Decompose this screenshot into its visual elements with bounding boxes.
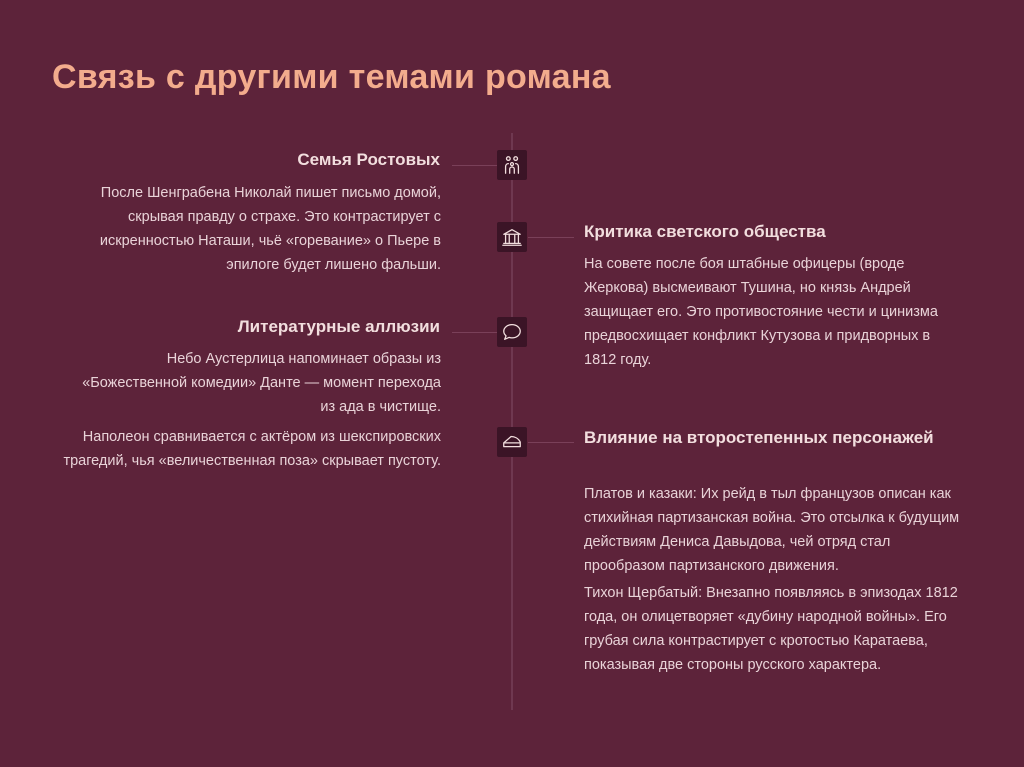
page-title: Связь с другими темами романа bbox=[52, 58, 611, 96]
family-icon bbox=[501, 154, 523, 176]
minor-paragraph-2: Тихон Щербатый: Внезапно появляясь в эпизодах 1812 года, он олицетворяет «дубину народной войны». Его грубая сила контрастирует с кротостью Каратаева, показывая две стороны русского характера. bbox=[584, 585, 958, 673]
critique-paragraph: На совете после боя штабные офицеры (вроде Жеркова) высмеивают Тушина, но князь Андрей защищает его. Это противостояние чести и цинизма предвосхищает конфликт Кутузова и придворных в 1812 году. bbox=[584, 256, 938, 368]
rostov-heading: Семья Ростовых bbox=[297, 150, 440, 169]
allusions-paragraph-2: Наполеон сравнивается с актёром из шекспировских трагедий, чья «величественная поза» скрывает пустоту. bbox=[63, 429, 441, 469]
institution-icon bbox=[501, 226, 523, 248]
cheese-icon bbox=[501, 431, 523, 453]
rostov-icon-box bbox=[497, 150, 527, 180]
rostov-paragraph: После Шенграбена Николай пишет письмо домой, скрывая правду о страхе. Это контрастирует с искренностью Наташи, чьё «горевание» о Пьере в эпилоге будет лишено фальши. bbox=[99, 185, 441, 273]
connector-critique bbox=[528, 237, 574, 238]
allusions-heading: Литературные аллюзии bbox=[237, 317, 440, 336]
connector-minor bbox=[528, 442, 574, 443]
speech-bubble-icon bbox=[501, 321, 523, 343]
minor-heading: Влияние на второстепенных персонажей bbox=[584, 428, 934, 447]
minor-icon-box bbox=[497, 427, 527, 457]
allusions-paragraph-1: Небо Аустерлица напоминает образы из «Божественной комедии» Данте — момент перехода из ада в чистище. bbox=[82, 351, 441, 415]
allusions-icon-box bbox=[497, 317, 527, 347]
connector-allusions bbox=[452, 332, 498, 333]
minor-paragraph-1: Платов и казаки: Их рейд в тыл французов описан как стихийная партизанская война. Это отсылка к будущим действиям Дениса Давыдова, чей отряд стал прообразом партизанского движения. bbox=[584, 486, 960, 574]
critique-icon-box bbox=[497, 222, 527, 252]
connector-rostov bbox=[452, 165, 498, 166]
critique-heading: Критика светского общества bbox=[584, 222, 826, 241]
timeline-line bbox=[511, 133, 513, 710]
